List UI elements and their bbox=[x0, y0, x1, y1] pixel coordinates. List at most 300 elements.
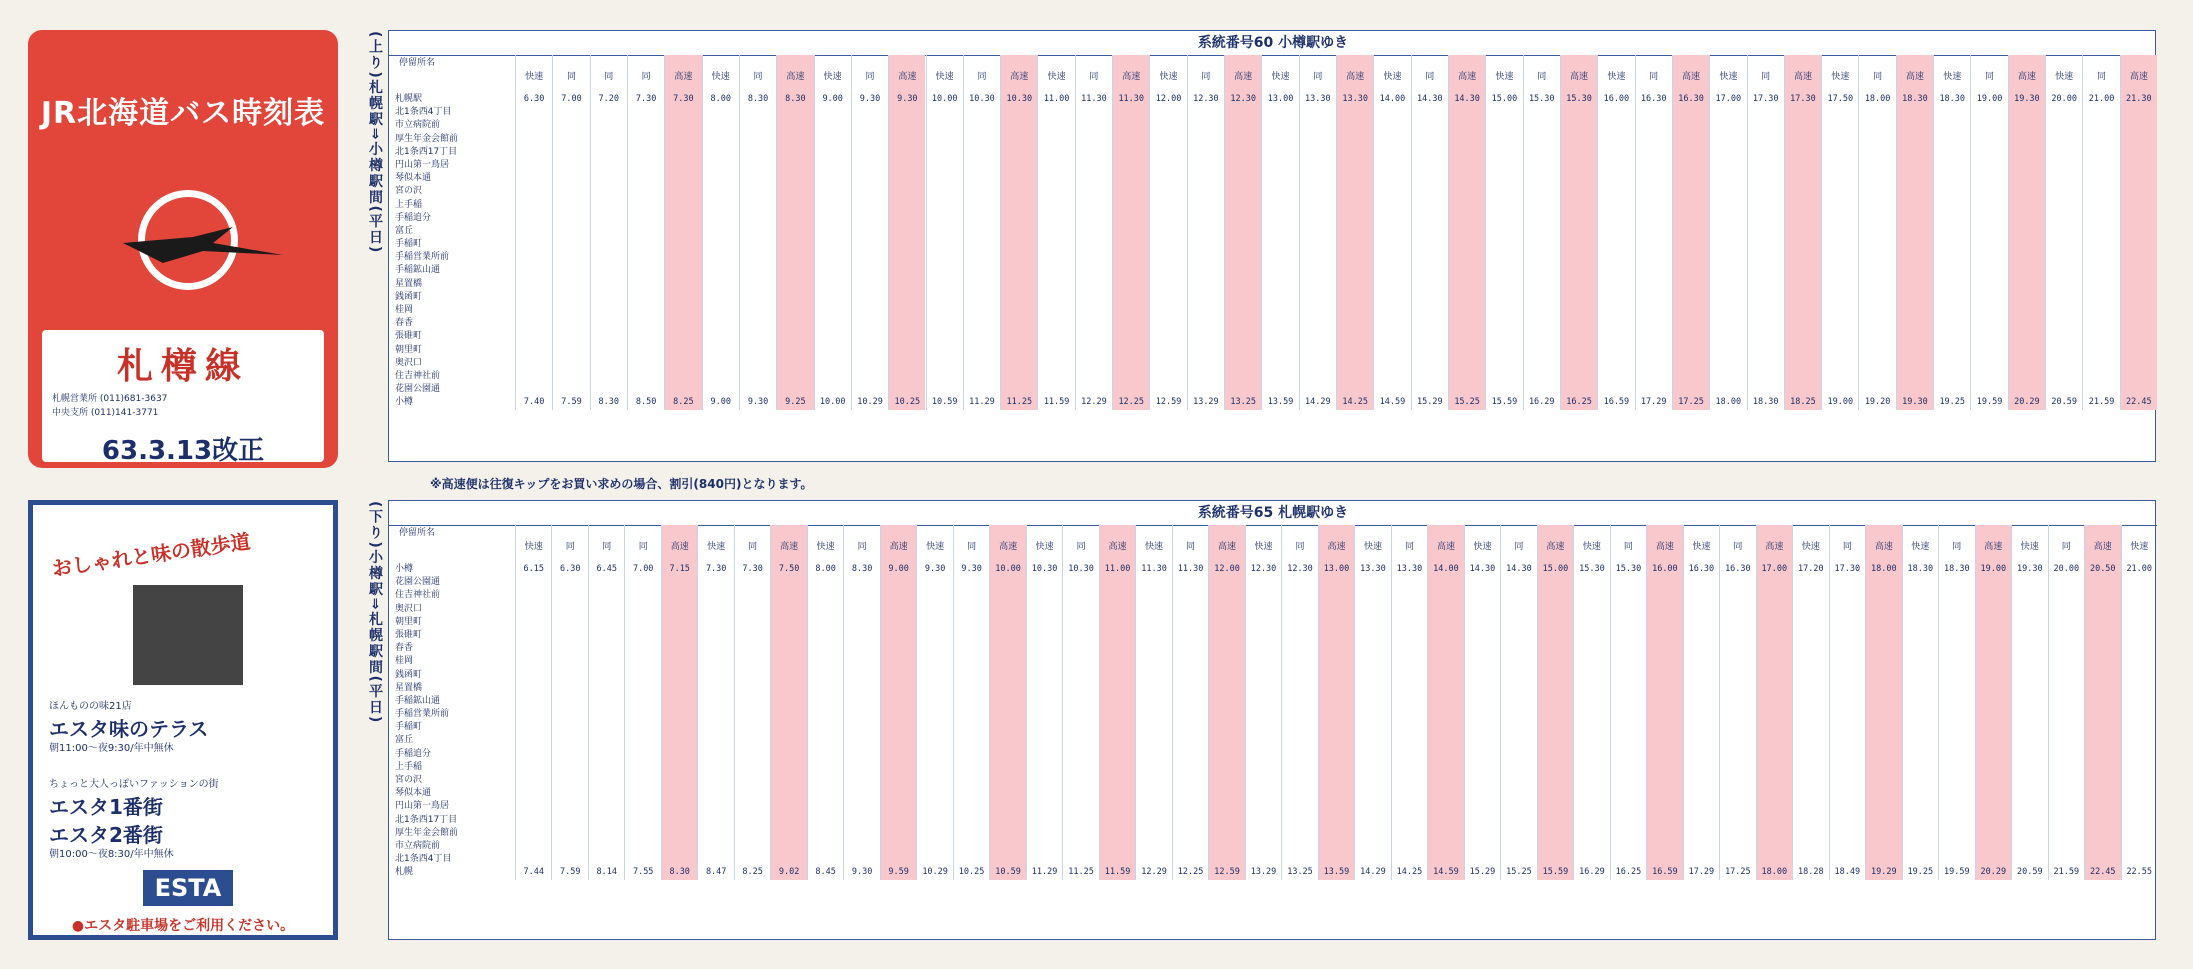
time-cell bbox=[1246, 774, 1281, 787]
time-cell bbox=[1720, 708, 1755, 721]
station-name: 札幌 bbox=[395, 867, 414, 878]
time-cell: 13.30 bbox=[1305, 94, 1331, 104]
time-cell bbox=[1710, 119, 1746, 132]
time-cell bbox=[1897, 291, 1933, 304]
time-cell bbox=[2122, 840, 2157, 853]
time-cell bbox=[625, 695, 660, 708]
time-cell bbox=[1188, 304, 1224, 317]
trip-column bbox=[1933, 55, 1970, 410]
time-cell bbox=[1673, 159, 1709, 172]
time-cell bbox=[1392, 589, 1427, 602]
time-cell bbox=[1611, 761, 1646, 774]
time-cell: 17.30 bbox=[1752, 94, 1779, 104]
time-cell bbox=[1538, 761, 1573, 774]
time-cell: 7.59 bbox=[559, 867, 581, 878]
shop1-intro: ほんものの味21店 bbox=[49, 701, 132, 712]
time-cell bbox=[1710, 133, 1746, 146]
time-cell bbox=[516, 827, 551, 840]
time-cell bbox=[1830, 682, 1865, 695]
time-cell bbox=[1976, 708, 2011, 721]
time-cell bbox=[516, 185, 552, 198]
time-cell bbox=[1412, 199, 1448, 212]
time-cell bbox=[1337, 330, 1373, 343]
time-cell bbox=[740, 172, 776, 185]
trip-type: 高速 bbox=[1905, 72, 1924, 82]
time-cell bbox=[1392, 827, 1427, 840]
time-cell bbox=[1748, 225, 1784, 238]
trip-type: 同 bbox=[2061, 542, 2071, 552]
time-cell bbox=[2049, 774, 2084, 787]
time-cell bbox=[1225, 172, 1261, 185]
time-cell bbox=[1113, 317, 1149, 330]
time-cell bbox=[1412, 304, 1448, 317]
time-cell bbox=[1319, 853, 1354, 866]
time-cell bbox=[1611, 748, 1646, 761]
trip-type: 高速 bbox=[1346, 72, 1365, 82]
time-cell bbox=[1501, 682, 1536, 695]
time-cell bbox=[815, 370, 851, 383]
time-cell bbox=[1710, 291, 1746, 304]
time-cell: 10.00 bbox=[931, 94, 958, 104]
shop3-name: エスタ2番街 bbox=[49, 823, 163, 847]
time-cell bbox=[1710, 172, 1746, 185]
time-cell bbox=[1246, 708, 1281, 721]
time-cell bbox=[1501, 800, 1536, 813]
time-cell bbox=[662, 603, 697, 616]
time-cell bbox=[552, 682, 587, 695]
time-cell bbox=[1673, 119, 1709, 132]
time-cell bbox=[1710, 370, 1746, 383]
time-cell: 16.00 bbox=[1652, 564, 1678, 574]
time-cell bbox=[1710, 185, 1746, 198]
time-cell bbox=[917, 655, 952, 668]
time-cell bbox=[1449, 185, 1485, 198]
time-cell bbox=[1136, 734, 1171, 747]
time-cell bbox=[1866, 629, 1901, 642]
time-cell bbox=[990, 761, 1025, 774]
time-cell bbox=[2009, 238, 2045, 251]
time-cell bbox=[2121, 119, 2157, 132]
time-cell bbox=[1225, 199, 1261, 212]
time-cell bbox=[1027, 603, 1062, 616]
time-cell bbox=[1748, 304, 1784, 317]
station-name: 北1条西4丁目 bbox=[395, 854, 452, 865]
time-cell bbox=[1076, 199, 1112, 212]
time-cell bbox=[2049, 800, 2084, 813]
time-cell bbox=[1757, 682, 1792, 695]
time-cell bbox=[990, 616, 1025, 629]
time-cell bbox=[1830, 827, 1865, 840]
time-cell: 15.29 bbox=[1416, 397, 1443, 408]
time-cell bbox=[844, 721, 879, 734]
time-cell bbox=[2012, 853, 2047, 866]
time-cell bbox=[1501, 853, 1536, 866]
time-cell bbox=[1793, 695, 1828, 708]
time-cell: 15.59 bbox=[1491, 397, 1518, 408]
time-cell bbox=[2085, 814, 2120, 827]
time-cell bbox=[1720, 655, 1755, 668]
trip-type: 同 bbox=[638, 542, 648, 552]
time-cell bbox=[1830, 814, 1865, 827]
time-cell bbox=[628, 225, 664, 238]
time-cell bbox=[927, 146, 963, 159]
time-cell bbox=[990, 787, 1025, 800]
time-cell bbox=[516, 357, 552, 370]
time-cell bbox=[964, 119, 1000, 132]
time-cell: 17.29 bbox=[1640, 397, 1667, 408]
time-cell bbox=[662, 840, 697, 853]
time-cell bbox=[964, 172, 1000, 185]
time-cell bbox=[703, 212, 739, 225]
time-cell bbox=[1903, 774, 1938, 787]
time-cell bbox=[2009, 106, 2045, 119]
time-cell bbox=[1355, 669, 1390, 682]
time-cell bbox=[1063, 734, 1098, 747]
trip-type: 同 bbox=[641, 72, 651, 82]
time-cell bbox=[1282, 603, 1317, 616]
trip-column bbox=[2082, 55, 2119, 410]
time-cell bbox=[889, 357, 925, 370]
time-cell bbox=[917, 734, 952, 747]
time-cell bbox=[735, 629, 770, 642]
time-cell: 15.25 bbox=[1454, 397, 1480, 408]
time-cell bbox=[881, 734, 916, 747]
time-cell bbox=[990, 642, 1025, 655]
time-cell bbox=[1720, 853, 1755, 866]
time-cell bbox=[1971, 278, 2007, 291]
time-cell bbox=[1748, 172, 1784, 185]
time-cell bbox=[1757, 603, 1792, 616]
time-cell bbox=[1136, 748, 1171, 761]
time-cell bbox=[2012, 800, 2047, 813]
time-cell bbox=[628, 212, 664, 225]
time-cell bbox=[852, 199, 888, 212]
time-cell bbox=[2121, 291, 2157, 304]
time-cell bbox=[1262, 344, 1298, 357]
time-cell bbox=[1300, 106, 1336, 119]
time-cell bbox=[553, 370, 589, 383]
trip-column bbox=[1261, 55, 1298, 410]
time-cell bbox=[740, 330, 776, 343]
time-cell bbox=[964, 106, 1000, 119]
time-cell bbox=[552, 787, 587, 800]
time-cell bbox=[990, 629, 1025, 642]
station-name: 手稲追分 bbox=[395, 748, 432, 759]
time-cell bbox=[1830, 840, 1865, 853]
time-cell bbox=[815, 264, 851, 277]
time-cell bbox=[889, 278, 925, 291]
time-cell bbox=[589, 748, 624, 761]
time-cell bbox=[990, 721, 1025, 734]
time-cell bbox=[1100, 655, 1135, 668]
trip-column bbox=[1865, 525, 1901, 880]
time-cell bbox=[1355, 800, 1390, 813]
trip-type: 同 bbox=[1076, 542, 1086, 552]
time-cell bbox=[1136, 695, 1171, 708]
time-cell bbox=[1300, 344, 1336, 357]
time-cell bbox=[740, 304, 776, 317]
time-cell bbox=[1392, 669, 1427, 682]
time-cell: 12.00 bbox=[1155, 94, 1182, 104]
time-cell: 14.29 bbox=[1305, 397, 1331, 408]
trip-type: 快速 bbox=[524, 542, 543, 552]
time-cell bbox=[1319, 748, 1354, 761]
time-cell bbox=[1001, 330, 1037, 343]
time-cell bbox=[1392, 695, 1427, 708]
time-cell bbox=[1822, 304, 1858, 317]
time-cell bbox=[1076, 133, 1112, 146]
time-cell bbox=[917, 695, 952, 708]
time-cell bbox=[1934, 383, 1970, 396]
trip-type: 同 bbox=[1425, 72, 1435, 82]
time-cell bbox=[1319, 721, 1354, 734]
time-cell bbox=[881, 655, 916, 668]
time-cell: 14.25 bbox=[1396, 867, 1423, 878]
time-cell: 8.25 bbox=[742, 867, 763, 878]
time-cell bbox=[1076, 330, 1112, 343]
time-cell bbox=[1684, 761, 1719, 774]
time-cell bbox=[735, 774, 770, 787]
time-cell bbox=[1100, 748, 1135, 761]
time-cell bbox=[1486, 159, 1522, 172]
time-cell bbox=[1428, 840, 1463, 853]
time-cell bbox=[1785, 133, 1821, 146]
time-cell bbox=[591, 317, 627, 330]
time-cell bbox=[1136, 761, 1171, 774]
time-cell bbox=[2083, 291, 2119, 304]
time-cell bbox=[1976, 682, 2011, 695]
time-cell bbox=[889, 291, 925, 304]
time-cell: 8.30 bbox=[851, 564, 873, 574]
time-cell bbox=[1392, 761, 1427, 774]
time-cell bbox=[553, 264, 589, 277]
time-cell bbox=[1897, 199, 1933, 212]
time-cell bbox=[1501, 669, 1536, 682]
time-cell bbox=[1934, 278, 1970, 291]
time-cell bbox=[1246, 695, 1281, 708]
trip-column bbox=[515, 55, 552, 410]
time-cell bbox=[1027, 853, 1062, 866]
time-cell bbox=[1374, 317, 1410, 330]
time-cell bbox=[2121, 172, 2157, 185]
time-cell bbox=[1262, 264, 1298, 277]
time-cell bbox=[1374, 133, 1410, 146]
time-cell bbox=[1412, 185, 1448, 198]
time-cell: 7.30 bbox=[705, 564, 727, 574]
time-cell bbox=[1188, 344, 1224, 357]
time-cell bbox=[1684, 840, 1719, 853]
time-cell bbox=[1100, 761, 1135, 774]
time-cell bbox=[1757, 774, 1792, 787]
time-cell bbox=[1673, 291, 1709, 304]
trip-type: 同 bbox=[565, 542, 575, 552]
trip-column bbox=[2084, 525, 2120, 880]
time-cell bbox=[1337, 304, 1373, 317]
time-cell bbox=[1300, 199, 1336, 212]
time-cell bbox=[1027, 800, 1062, 813]
time-cell: 20.29 bbox=[1980, 867, 2007, 878]
time-cell bbox=[1720, 748, 1755, 761]
time-cell bbox=[1574, 748, 1609, 761]
time-cell bbox=[2121, 185, 2157, 198]
time-cell bbox=[1374, 291, 1410, 304]
time-cell bbox=[927, 251, 963, 264]
time-cell bbox=[1757, 734, 1792, 747]
time-cell: 17.50 bbox=[1827, 94, 1854, 104]
trip-column bbox=[1427, 525, 1463, 880]
time-cell bbox=[2121, 304, 2157, 317]
time-cell bbox=[777, 304, 813, 317]
time-cell bbox=[1374, 251, 1410, 264]
time-cell bbox=[1486, 304, 1522, 317]
time-cell bbox=[777, 199, 813, 212]
time-cell bbox=[1757, 589, 1792, 602]
time-cell bbox=[990, 603, 1025, 616]
time-cell bbox=[665, 119, 701, 132]
time-cell bbox=[1100, 853, 1135, 866]
time-cell bbox=[1113, 330, 1149, 343]
time-cell bbox=[808, 616, 843, 629]
time-cell bbox=[625, 576, 660, 589]
time-cell bbox=[2121, 133, 2157, 146]
time-cell bbox=[771, 708, 806, 721]
time-cell bbox=[1793, 814, 1828, 827]
time-cell bbox=[1976, 695, 2011, 708]
time-cell bbox=[954, 616, 989, 629]
time-cell bbox=[1150, 185, 1186, 198]
time-cell: 16.00 bbox=[1603, 94, 1630, 104]
station-name: 銭函町 bbox=[395, 291, 423, 302]
time-cell bbox=[2121, 251, 2157, 264]
time-cell bbox=[1337, 278, 1373, 291]
time-cell bbox=[1830, 629, 1865, 642]
time-cell bbox=[1748, 317, 1784, 330]
time-cell bbox=[1866, 642, 1901, 655]
time-cell bbox=[1465, 787, 1500, 800]
time-cell bbox=[1971, 225, 2007, 238]
time-cell bbox=[1673, 185, 1709, 198]
time-cell bbox=[1001, 119, 1037, 132]
time-cell bbox=[1673, 344, 1709, 357]
time-cell bbox=[1246, 761, 1281, 774]
time-cell bbox=[1859, 344, 1895, 357]
time-cell bbox=[2083, 225, 2119, 238]
time-cell bbox=[1063, 761, 1098, 774]
time-cell bbox=[1262, 291, 1298, 304]
time-cell bbox=[1063, 814, 1098, 827]
time-cell bbox=[1684, 682, 1719, 695]
time-cell bbox=[628, 172, 664, 185]
time-cell: 7.30 bbox=[673, 94, 694, 104]
time-cell bbox=[2121, 146, 2157, 159]
time-cell bbox=[1524, 119, 1560, 132]
time-cell bbox=[1392, 840, 1427, 853]
time-cell bbox=[589, 827, 624, 840]
time-cell bbox=[1611, 682, 1646, 695]
time-cell bbox=[1319, 603, 1354, 616]
time-cell bbox=[844, 814, 879, 827]
time-cell bbox=[889, 199, 925, 212]
time-cell bbox=[1150, 370, 1186, 383]
time-cell bbox=[1684, 629, 1719, 642]
time-cell bbox=[990, 695, 1025, 708]
time-cell bbox=[1449, 383, 1485, 396]
time-cell bbox=[552, 629, 587, 642]
trip-column bbox=[1172, 525, 1208, 880]
time-cell bbox=[1001, 251, 1037, 264]
time-cell bbox=[1337, 185, 1373, 198]
time-cell bbox=[1561, 370, 1597, 383]
time-cell bbox=[698, 721, 733, 734]
time-cell bbox=[1300, 370, 1336, 383]
time-cell bbox=[1300, 317, 1336, 330]
time-cell bbox=[1188, 330, 1224, 343]
time-cell bbox=[1636, 159, 1672, 172]
time-cell bbox=[1100, 840, 1135, 853]
trip-column bbox=[664, 55, 701, 410]
time-cell bbox=[815, 119, 851, 132]
time-cell bbox=[1486, 199, 1522, 212]
time-cell bbox=[1150, 212, 1186, 225]
trip-column bbox=[2120, 55, 2157, 410]
time-cell bbox=[1757, 827, 1792, 840]
trip-column bbox=[1000, 55, 1037, 410]
time-cell: 10.29 bbox=[922, 867, 948, 878]
time-cell bbox=[1150, 133, 1186, 146]
station-name: 星置橋 bbox=[395, 278, 423, 289]
time-cell bbox=[1757, 748, 1792, 761]
time-cell bbox=[1374, 106, 1410, 119]
time-cell bbox=[698, 840, 733, 853]
time-cell bbox=[1136, 642, 1171, 655]
time-cell bbox=[1113, 264, 1149, 277]
time-cell bbox=[1830, 576, 1865, 589]
time-cell bbox=[1785, 106, 1821, 119]
time-cell bbox=[1647, 840, 1682, 853]
time-cell bbox=[2012, 774, 2047, 787]
time-cell: 7.30 bbox=[635, 94, 657, 104]
time-cell bbox=[1150, 330, 1186, 343]
trip-type: 同 bbox=[1623, 542, 1633, 552]
time-cell bbox=[1934, 344, 1970, 357]
time-cell bbox=[2085, 642, 2120, 655]
time-cell bbox=[1319, 616, 1354, 629]
time-cell bbox=[1934, 357, 1970, 370]
time-cell bbox=[1561, 199, 1597, 212]
trip-type: 快速 bbox=[525, 72, 544, 82]
time-cell bbox=[1300, 238, 1336, 251]
time-cell bbox=[591, 251, 627, 264]
time-cell bbox=[889, 370, 925, 383]
time-cell: 12.25 bbox=[1118, 397, 1145, 408]
station-name: 宮の沢 bbox=[395, 186, 423, 197]
time-cell bbox=[917, 589, 952, 602]
time-cell bbox=[1971, 159, 2007, 172]
time-cell bbox=[1355, 695, 1390, 708]
time-cell bbox=[1748, 238, 1784, 251]
time-cell bbox=[1561, 291, 1597, 304]
time-cell bbox=[954, 603, 989, 616]
time-cell bbox=[964, 317, 1000, 330]
trip-type: 同 bbox=[748, 542, 758, 552]
time-cell bbox=[917, 629, 952, 642]
time-cell bbox=[927, 370, 963, 383]
time-cell bbox=[1822, 238, 1858, 251]
time-cell bbox=[1793, 642, 1828, 655]
time-cell bbox=[771, 616, 806, 629]
time-cell bbox=[740, 106, 776, 119]
time-cell: 19.30 bbox=[2016, 564, 2043, 574]
